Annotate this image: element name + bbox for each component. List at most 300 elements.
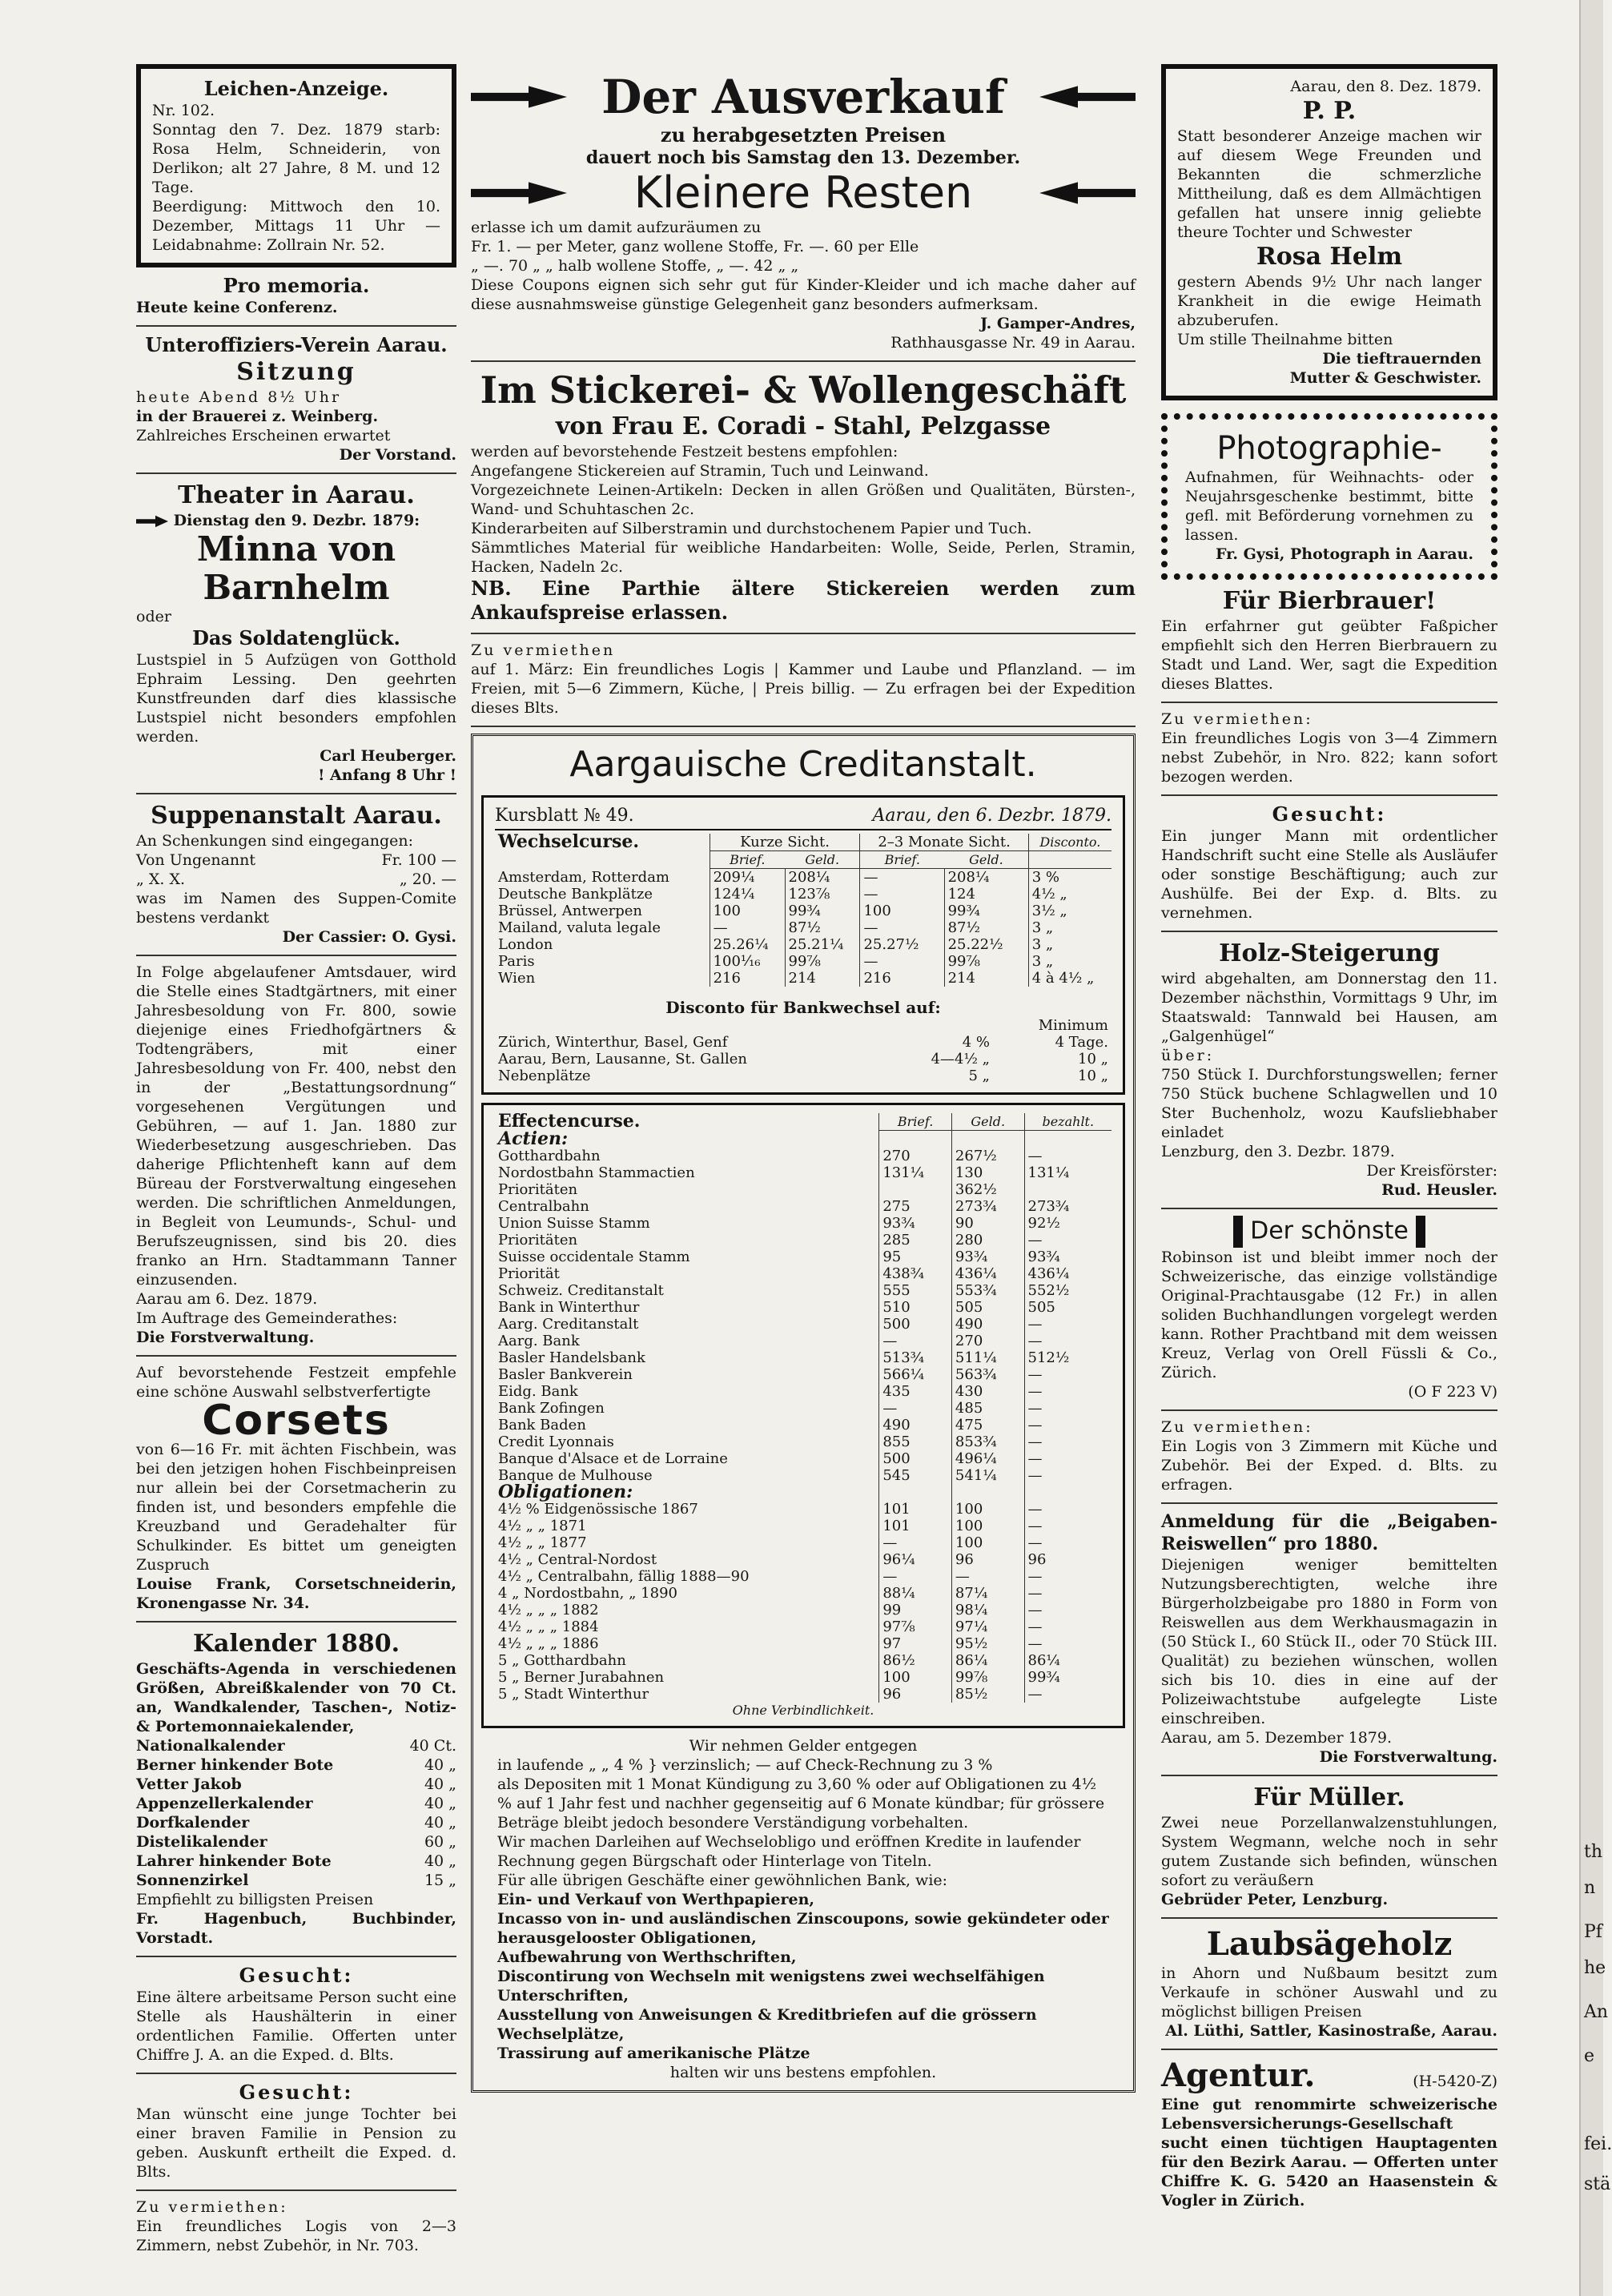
security-name: Gotthardbahn (498, 1147, 601, 1164)
security-value: — (1024, 1400, 1112, 1417)
security-value: 273¾ (951, 1198, 1024, 1215)
wechsel-col-header: Kurze Sicht. (710, 834, 860, 851)
gesucht-body: Eine ältere arbeitsame Person sucht eine Stelle als Haushälterin in einer ordentlichen Familie. Offerten unter Chiffre J. A. an die Exped. d. Blts. (136, 1988, 456, 2064)
gesucht-body: Ein junger Mann mit ordentlicher Handschrift sucht eine Stelle als Ausläufer oder sonstige Beschäftigung; auch zur Aushülfe. Bei der Exp. d. Blts. zu vernehmen. (1161, 827, 1497, 922)
security-value: 96 (1024, 1551, 1112, 1568)
security-value: 100 (879, 1669, 952, 1686)
kursblatt (481, 795, 1125, 1095)
pp-sign: Mutter & Geschwister. (1289, 369, 1481, 387)
edge-text: e (1584, 2046, 1595, 2066)
table-row (495, 919, 1112, 936)
security-value: 93¾ (1024, 1249, 1112, 1265)
disconto-place: Zürich, Winterthur, Basel, Genf (498, 1034, 728, 1051)
security-name: 4½ „ „ „ 1886 (498, 1635, 599, 1652)
wechsel-value: 25.21¼ (785, 936, 860, 953)
security-value: 438¾ (879, 1265, 952, 1282)
gesucht-ad-1 (136, 1957, 456, 2074)
corsets-title: Corsets (202, 1397, 391, 1445)
security-value: 95 (879, 1249, 952, 1265)
bier-body: Ein erfahrner gut geübter Faßpicher empfiehlt sich den Herren Bierbrauern zu Stadt und Land. Wer, sagt die Expedition dieses Blattes. (1161, 617, 1497, 693)
wechsel-value: 99¾ (944, 903, 1028, 919)
security-value: 130 (951, 1164, 1024, 1181)
security-name: 4½ „ Central-Nordost (498, 1550, 657, 1568)
security-value: — (1024, 1568, 1112, 1585)
security-value: 87¼ (951, 1585, 1024, 1602)
vermiethen-ad-right-1 (1161, 703, 1497, 796)
table-row (495, 1568, 1112, 1585)
table-row (495, 1366, 1112, 1383)
vermiethen-title: Zu vermiethen: (1161, 710, 1313, 728)
kursblatt-date: Aarau, den 6. Dezbr. 1879. (872, 806, 1112, 826)
bar-mark-icon (1416, 1216, 1425, 1248)
photo-ad (1161, 413, 1497, 580)
table-row (495, 1686, 1112, 1703)
disconto-title: Disconto für Bankwechsel auf: (665, 998, 941, 1017)
kalender-intro: Geschäfts-Agenda in verschiedenen Größen, Abreißkalender von 70 Ct. an, Wandkalender, Taschen-, Notiz- & Portemonnaiekalender, (136, 1660, 456, 1735)
stickerei-item: Sämmtliches Material für weibliche Handarbeiten: Wolle, Seide, Perlen, Stramin, Hacken, Nadeln 2c. (471, 539, 1136, 576)
wechsel-value: 3 „ (1028, 953, 1112, 970)
security-value: 853¾ (951, 1433, 1024, 1450)
suppen-donor: Von Ungenannt (136, 851, 256, 869)
theater-play: Minna von Barnhelm (196, 529, 396, 607)
pp-body: Statt besonderer Anzeige machen wir auf diesem Wege Freunden und Bekannten die schmerzliche Mittheilung, daß es dem Allmächtigen gefallen hat unsere innig geliebte theure Tochter und Schwester (1177, 127, 1481, 241)
table-row (495, 1602, 1112, 1618)
table-row (495, 1215, 1112, 1232)
vermiethen-title: Zu vermiethen (471, 641, 616, 659)
ausverkauf-price: „ —. 70 „ „ halb wollene Stoffe, „ —. 42 „ „ (471, 257, 799, 275)
oblig-label: Obligationen: (498, 1481, 633, 1502)
vermiethen-body: Ein freundliches Logis von 3—4 Zimmern nebst Zubehör, in Nro. 822; kann sofort bezogen werden. (1161, 730, 1497, 786)
security-value: 101 (879, 1501, 952, 1518)
security-name: Banque de Mulhouse (498, 1466, 653, 1484)
wechsel-title: Wechselcurse. (498, 831, 640, 853)
security-name: 4½ „ Centralbahn, fällig 1888—90 (498, 1567, 750, 1585)
kursblatt-label: Kursblatt (495, 806, 578, 826)
security-value: 98¼ (951, 1602, 1024, 1618)
forst-body: In Folge abgelaufener Amtsdauer, wird die Stelle eines Stadtgärtners, mit einer Jahresbesoldung von Fr. 800, sowie diejenige eines Friedhofgärtners & Todtengräbers, mit einer Jahresbesoldung von Fr. 400, nebst den in der „Bestattungsordnung“ vorgesehenen Vergütungen und Gebühren, — auf 1. Jan. 1880 zur Wiederbesetzung ausgeschrieben. Das daherige Pflichtenheft kann auf dem Büreau der Forstverwaltung eingesehen werden. Die schriftlichen Anmeldungen, in Begleit von Leumunds-, Schul- und Berufszeugnissen, sind bis 20. dies franko an Hrn. Stadtammann Tanner einzusenden. (136, 963, 456, 1289)
wechsel-value: — (860, 953, 944, 970)
vermiethen-ad-middle (471, 634, 1136, 727)
security-value: 100 (951, 1534, 1024, 1551)
security-name: 4½ „ „ „ 1882 (498, 1601, 599, 1618)
photo-body: Aufnahmen, für Weihnachts- oder Neujahrsgeschenke bestimmt, bitte gefl. mit Beförderung vornehmen zu lassen. (1185, 468, 1473, 544)
table-row (495, 1433, 1112, 1450)
forst-auftrag: Im Auftrage des Gemeinderathes: (136, 1309, 398, 1327)
table-row (495, 1450, 1112, 1467)
table-row (495, 1051, 1112, 1068)
security-value: — (879, 1333, 952, 1349)
gesucht-body: Man wünscht eine junge Tochter bei einer braven Familie in Pension zu geben. Auskunft ertheilt die Exped. d. Blts. (136, 2105, 456, 2181)
security-value: — (1024, 1602, 1112, 1618)
gesucht-ad-2 (136, 2074, 456, 2191)
table-row (495, 1635, 1112, 1652)
vermiethen-body: auf 1. März: Ein freundliches Logis | Kammer und Laube und Pflanzland. — im Freien, mit 5—6 Zimmern, Küche, | Preis billig. — Zu erfragen bei der Expedition dieses Blts. (471, 661, 1136, 717)
security-value: 430 (951, 1383, 1024, 1400)
forst-sign: Die Forstverwaltung. (136, 1329, 315, 1346)
disconto-value: 5 „ (968, 1068, 990, 1084)
photo-sign: Fr. Gysi, Photograph in Aarau. (1215, 545, 1473, 563)
effecten-col-header: bezahlt. (1024, 1113, 1112, 1131)
laub-title: Laubsägeholz (1206, 1925, 1453, 1963)
gesucht-title: Gesucht: (239, 1964, 354, 1987)
disconto-min: Minimum (1038, 1017, 1108, 1034)
credit-body-line: Wir machen Darleihen auf Wechselobligo und eröffnen Kredite in laufender Rechnung gegen Bürgschaft oder Hinterlage von Titeln. (497, 1832, 1081, 1870)
wechsel-value: 99⅞ (785, 953, 860, 970)
security-value: — (1024, 1316, 1112, 1333)
table-row (495, 1198, 1112, 1215)
table-row (495, 1265, 1112, 1282)
wechsel-value: 87½ (785, 919, 860, 936)
security-value: — (1024, 1467, 1112, 1484)
security-value: 90 (951, 1215, 1024, 1232)
reiswellen-body: Diejenigen weniger bemittelten Nutzungsberechtigten, welche ihre Bürgerholzbeigabe pro 1880 in Form von Reiswellen aus dem Werkhausmagazin in (50 Stück I., 60 Stück II., oder 70 Stück III. Qualität) zu beziehen wünschen, wollen sich bis 10. dies in eine auf der Polizeiwachtstube aufgelegte Liste einschreiben. (1161, 1556, 1497, 1727)
kalender-item-price: 60 „ (424, 1833, 456, 1851)
wechsel-value: 3 „ (1028, 919, 1112, 936)
security-name: Union Suisse Stamm (498, 1214, 650, 1232)
ausverkauf-ad (471, 64, 1136, 362)
verein-sign: Der Vorstand. (339, 446, 456, 464)
security-value: 436¼ (951, 1265, 1024, 1282)
security-value: 490 (879, 1417, 952, 1433)
security-value: — (1024, 1534, 1112, 1551)
security-name: Centralbahn (498, 1197, 589, 1215)
security-name: Bank Baden (498, 1416, 586, 1433)
suppen-amount: Fr. 100 — (381, 851, 456, 869)
corsets-intro: Auf bevorstehende Festzeit empfehle eine schöne Auswahl selbstverfertigte (136, 1364, 456, 1401)
security-value: — (1024, 1383, 1112, 1400)
security-value: 86½ (879, 1652, 952, 1669)
security-value: 541¼ (951, 1467, 1024, 1484)
wechsel-value: 100 (860, 903, 944, 919)
security-value: 510 (879, 1299, 952, 1316)
wechsel-value: 124 (944, 886, 1028, 903)
security-value (879, 1181, 952, 1198)
kalender-title: Kalender 1880. (192, 1630, 400, 1658)
security-value (1024, 1181, 1112, 1198)
wechsel-value: 25.26¼ (710, 936, 785, 953)
pp-name: Rosa Helm (1256, 243, 1403, 271)
security-name: Schweiz. Creditanstalt (498, 1281, 664, 1299)
wechsel-value: 214 (944, 970, 1028, 987)
suppen-line: was im Namen des Suppen-Comite bestens verdankt (136, 890, 456, 927)
security-value: 131¼ (879, 1164, 952, 1181)
security-value: 99¾ (1024, 1669, 1112, 1686)
disconto-table (495, 1017, 1112, 1084)
table-row (495, 1232, 1112, 1249)
security-value: — (1024, 1618, 1112, 1635)
theater-oder: oder (136, 608, 171, 625)
corsets-ad (136, 1357, 456, 1622)
robinson-body: Robinson ist und bleibt immer noch der Schweizerische, das einzige vollständige Original-Prachtausgabe (12 Fr.) in allen soliden Buchhandlungen vorgelegt werden kann. Rother Prachtband mit dem weissen Kreuz, Verlag von Orell Füssli & Co., Zürich. (1161, 1249, 1497, 1381)
table-row (495, 1333, 1112, 1349)
security-value: — (1024, 1433, 1112, 1450)
security-name: 4½ „ „ 1871 (498, 1517, 587, 1534)
kalender-item-price: 40 „ (424, 1756, 456, 1774)
kursblatt-number: № 49. (583, 806, 634, 826)
security-name: Prioritäten (498, 1231, 578, 1249)
credit-body-line: Trassirung auf amerikanische Plätze (497, 2044, 810, 2062)
security-name: Eidg. Bank (498, 1382, 578, 1400)
credit-body-line: halten wir uns bestens empfohlen. (669, 2063, 937, 2081)
security-value: 552½ (1024, 1282, 1112, 1299)
security-value: 555 (879, 1282, 952, 1299)
security-value: 270 (879, 1148, 952, 1164)
holz-body: 750 Stück I. Durchforstungswellen; ferner 750 Stück buchene Schlagwellen und 10 Ster Buchenholz, wozu Kaufsliebhaber einladet (1161, 1066, 1497, 1141)
pp-sign: Die tieftrauernden (1322, 350, 1481, 368)
pointing-hand-icon (471, 179, 567, 207)
kalender-item-name: Sonnenzirkel (136, 1872, 249, 1889)
suppen-ad (136, 794, 456, 956)
table-row (495, 1034, 1112, 1051)
adjacent-page-edge (1579, 0, 1612, 2296)
kalender-item-price: 40 „ (424, 1795, 456, 1812)
table-row (495, 1652, 1112, 1669)
edge-text: fei. (1584, 2134, 1612, 2154)
wechsel-sub-header: Brief. (860, 851, 944, 869)
pp-title: P. P. (1302, 97, 1357, 125)
forst-date: Aarau am 6. Dez. 1879. (136, 1290, 318, 1308)
table-row (495, 1501, 1112, 1518)
security-value: 97 (879, 1635, 952, 1652)
wechsel-value: 25.27½ (860, 936, 944, 953)
security-name: Bank in Winterthur (498, 1298, 640, 1316)
pointing-hand-icon (1039, 83, 1136, 111)
stickerei-list (471, 461, 1136, 577)
disconto-value: 4 % (962, 1034, 990, 1051)
pp-notice (1161, 64, 1497, 400)
wechsel-value: 100 (710, 903, 785, 919)
wechsel-value: 3½ „ (1028, 903, 1112, 919)
pro-memoria-sub: Heute keine Conferenz. (136, 299, 338, 316)
stickerei-item: Vorgezeichnete Leinen-Artikeln: Decken in allen Größen und Qualitäten, Bürsten-, Wand- und Schuhtaschen 2c. (471, 481, 1136, 518)
security-value: 496¼ (951, 1450, 1024, 1467)
holz-sign: Rud. Heusler. (1381, 1181, 1497, 1199)
wechsel-table (495, 831, 1112, 987)
table-row (495, 1400, 1112, 1417)
table-row (495, 1518, 1112, 1534)
agentur-code: (H-5420-Z) (1413, 2073, 1497, 2090)
vermiethen-body: Ein Logis von 3 Zimmern mit Küche und Zubehör. Bei der Exped. d. Blts. zu erfragen. (1161, 1438, 1497, 1494)
wechsel-value: 4½ „ (1028, 886, 1112, 903)
table-row (495, 1316, 1112, 1333)
security-value: 267½ (951, 1148, 1024, 1164)
security-value: 490 (951, 1316, 1024, 1333)
security-value: 500 (879, 1450, 952, 1467)
security-name: Suisse occidentale Stamm (498, 1248, 690, 1265)
table-row (495, 1618, 1112, 1635)
security-name: 4½ % Eidgenössische 1867 (498, 1500, 698, 1518)
kalender-sign: Fr. Hagenbuch, Buchbinder, Vorstadt. (136, 1910, 456, 1947)
table-row (495, 970, 1112, 987)
credit-body-line: Incasso von in- und ausländischen Zinscoupons, sowie gekündeter oder herausgelooster Obligationen, (497, 1909, 1109, 1947)
security-value: 512½ (1024, 1349, 1112, 1366)
laub-sign: Al. Lüthi, Sattler, Kasinostraße, Aarau. (1165, 2022, 1497, 2040)
credit-body-line: Ein- und Verkauf von Werthpapieren, (497, 1890, 815, 1908)
security-value: 86¼ (1024, 1652, 1112, 1669)
wechsel-place: Brüssel, Antwerpen (498, 903, 643, 919)
security-name: Aarg. Bank (498, 1332, 580, 1349)
kalender-item (136, 1832, 456, 1852)
pointing-hand-icon (471, 83, 567, 111)
wechsel-value: 3 % (1028, 869, 1112, 887)
wechsel-sub-header: Geld. (944, 851, 1028, 869)
corsets-body: von 6—16 Fr. mit ächten Fischbein, was bei den jetzigen hohen Fischbeinpreisen nur allein bei der Corsetmacherin zu finden ist, und besonders empfehle die Kreuzband und Geradehalter für Schulkinder. Es bittet um geneigten Zuspruch (136, 1441, 456, 1574)
pro-memoria (136, 267, 456, 327)
laub-body: in Ahorn und Nußbaum besitzt zum Verkaufe in schöner Auswahl und zu möglichst billigen Preisen (1161, 1964, 1497, 2021)
table-row (495, 1585, 1112, 1602)
ausverkauf-price: Fr. 1. — per Meter, ganz wollene Stoffe, Fr. —. 60 per Elle (471, 238, 919, 255)
ausverkauf-title: Der Ausverkauf (601, 70, 1005, 124)
table-row (495, 1249, 1112, 1265)
effecten-col-header: Geld. (951, 1113, 1024, 1131)
security-value: 99⅞ (951, 1669, 1024, 1686)
forst-ad (136, 956, 456, 1357)
wechsel-value: 87½ (944, 919, 1028, 936)
security-name: 4½ „ „ 1877 (498, 1534, 587, 1551)
security-name: Priorität (498, 1265, 560, 1282)
wechsel-sub-header: Geld. (785, 851, 860, 869)
kalender-item (136, 1755, 456, 1775)
security-value: — (879, 1534, 952, 1551)
security-value: — (1024, 1518, 1112, 1534)
holz-title: Holz-Steigerung (1219, 939, 1440, 967)
bar-mark-icon (1233, 1216, 1243, 1248)
security-value: 86¼ (951, 1652, 1024, 1669)
table-row (495, 1417, 1112, 1433)
stickerei-item: Angefangene Stickereien auf Stramin, Tuch und Leinwand. (471, 462, 929, 480)
robinson-ad (1161, 1209, 1497, 1411)
kalender-item (136, 1794, 456, 1813)
security-name: 5 „ Stadt Winterthur (498, 1685, 649, 1703)
security-value: — (1024, 1450, 1112, 1467)
table-row (495, 1669, 1112, 1686)
security-value: 275 (879, 1198, 952, 1215)
theater-start: ! Anfang 8 Uhr ! (318, 766, 456, 784)
security-name: Prioritäten (498, 1180, 578, 1198)
kalender-outro: Empfiehlt zu billigsten Preisen (136, 1891, 374, 1908)
security-value: 92½ (1024, 1215, 1112, 1232)
edge-text: he (1584, 1958, 1606, 1978)
security-value: 96 (879, 1686, 952, 1703)
kalender-item-name: Berner hinkender Bote (136, 1756, 334, 1774)
kalender-item-name: Vetter Jakob (136, 1775, 242, 1793)
wechsel-value: 214 (785, 970, 860, 987)
security-value: 513¾ (879, 1349, 952, 1366)
column-left (136, 64, 456, 2263)
verein-line: heute Abend 8½ Uhr (136, 388, 342, 406)
gesucht-ad-right (1161, 796, 1497, 932)
column-middle (471, 64, 1136, 2093)
security-value: 100 (951, 1518, 1024, 1534)
pro-memoria-title: Pro memoria. (223, 274, 370, 297)
effecten (481, 1103, 1125, 1728)
table-row (495, 869, 1112, 887)
security-value: — (1024, 1148, 1112, 1164)
disconto-value: 10 „ (1078, 1068, 1108, 1084)
suppen-amount: „ 20. — (399, 871, 456, 888)
disconto-place: Nebenplätze (498, 1068, 591, 1084)
table-row (495, 1534, 1112, 1551)
column-right (1161, 64, 1497, 2218)
security-value: — (1024, 1501, 1112, 1518)
edge-text: stä (1584, 2174, 1611, 2194)
death-notice-body: Sonntag den 7. Dez. 1879 starb: Rosa Helm, Schneiderin, von Derlikon; alt 27 Jahre, 8 M. und 12 Tage. (152, 121, 440, 196)
kalender-item-price: 40 Ct. (409, 1737, 456, 1755)
mueller-title: Für Müller. (1253, 1783, 1405, 1811)
ausverkauf-line: dauert noch bis Samstag den 13. Dezember. (585, 147, 1021, 168)
security-name: Banque d'Alsace et de Lorraine (498, 1450, 728, 1467)
pp-date: Aarau, den 8. Dez. 1879. (1290, 78, 1481, 95)
security-value: 475 (951, 1417, 1024, 1433)
credit-body-line: Discontirung von Wechseln mit wenigstens zwei wechselfähigen Unterschriften, (497, 1967, 1045, 2004)
wechsel-value: 216 (860, 970, 944, 987)
security-value: 99 (879, 1602, 952, 1618)
table-row (495, 1349, 1112, 1366)
actien-label: Actien: (498, 1128, 569, 1149)
credit-body-line: in laufende „ „ 4 % } verzinslich; — auf Check-Rechnung zu 3 % (497, 1755, 993, 1774)
vermiethen-title: Zu vermiethen: (1161, 1418, 1313, 1436)
security-name: Nordostbahn Stammactien (498, 1164, 695, 1181)
security-value: 545 (879, 1467, 952, 1484)
ausverkauf-sign: J. Gamper-Andres, (980, 315, 1136, 332)
security-value: 435 (879, 1383, 952, 1400)
table-row (495, 1299, 1112, 1316)
ausverkauf-line: erlasse ich um damit aufzuräumen zu (471, 219, 762, 236)
holz-ad (1161, 932, 1497, 1209)
kalender-item (136, 1736, 456, 1755)
ausverkauf-line: zu herabgesetzten Preisen (660, 123, 947, 147)
wechsel-value: 209¼ (710, 869, 785, 887)
stickerei-line: werden auf bevorstehende Festzeit bestens empfohlen: (471, 443, 898, 460)
verein-line: Zahlreiches Erscheinen erwartet (136, 427, 391, 444)
security-value: 131¼ (1024, 1164, 1112, 1181)
wechsel-place: Paris (498, 953, 535, 970)
creditanstalt-ad (471, 734, 1136, 2093)
vermiethen-ad (136, 2191, 456, 2263)
security-name: 4½ „ „ „ 1884 (498, 1618, 599, 1635)
stickerei-nb: NB. (471, 577, 512, 600)
security-value: 855 (879, 1433, 952, 1450)
security-value: 563¾ (951, 1366, 1024, 1383)
security-value: — (879, 1568, 952, 1585)
security-value: — (1024, 1232, 1112, 1249)
pp-line: Um stille Theilnahme bitten (1177, 331, 1393, 348)
table-row (495, 903, 1112, 919)
wechsel-value: — (860, 886, 944, 903)
wechsel-value: 99¾ (785, 903, 860, 919)
holz-body: wird abgehalten, am Donnerstag den 11. Dezember nächsthin, Vormittags 9 Uhr, im Staatswald: Tannwald bei Hausen, am „Galgenhügel“ (1161, 970, 1497, 1045)
wechsel-value: 124¼ (710, 886, 785, 903)
disconto-value: 10 „ (1078, 1051, 1108, 1068)
mueller-sign: Gebrüder Peter, Lenzburg. (1161, 1891, 1389, 1908)
kalender-item-name: Dorfkalender (136, 1814, 250, 1832)
security-value: 436¼ (1024, 1265, 1112, 1282)
kalender-item-price: 15 „ (424, 1872, 456, 1889)
wechsel-value: 3 „ (1028, 936, 1112, 953)
stickerei-sub: von Frau E. Coradi - Stahl, Pelzgasse (555, 412, 1051, 440)
mueller-body: Zwei neue Porzellanwalzenstuhlungen, System Wegmann, welche noch in sehr gutem Zustande sich befinden, wünschen sofort zu veräußern (1161, 1814, 1497, 1889)
ausverkauf-body: Diese Coupons eignen sich sehr gut für Kinder-Kleider und ich mache daher auf diese ausnahmsweise günstige Gelegenheit ganz besonders aufmerksam. (471, 276, 1136, 313)
security-name: 4 „ Nordostbahn, „ 1890 (498, 1584, 677, 1602)
vermiethen-ad-right-2 (1161, 1411, 1497, 1504)
robinson-title: Der schönste (1250, 1216, 1409, 1245)
credit-body-line: Ausstellung von Anweisungen & Kreditbriefen auf die grössern Wechselplätze, (497, 2005, 1037, 2043)
theater-subtitle: Das Soldatenglück. (192, 626, 400, 649)
wechsel-value: — (860, 919, 944, 936)
holz-ueber: über: (1161, 1047, 1215, 1064)
wechsel-place: Mailand, valuta legale (498, 919, 661, 936)
theater-date: Dienstag den 9. Dezbr. 1879: (173, 512, 420, 529)
